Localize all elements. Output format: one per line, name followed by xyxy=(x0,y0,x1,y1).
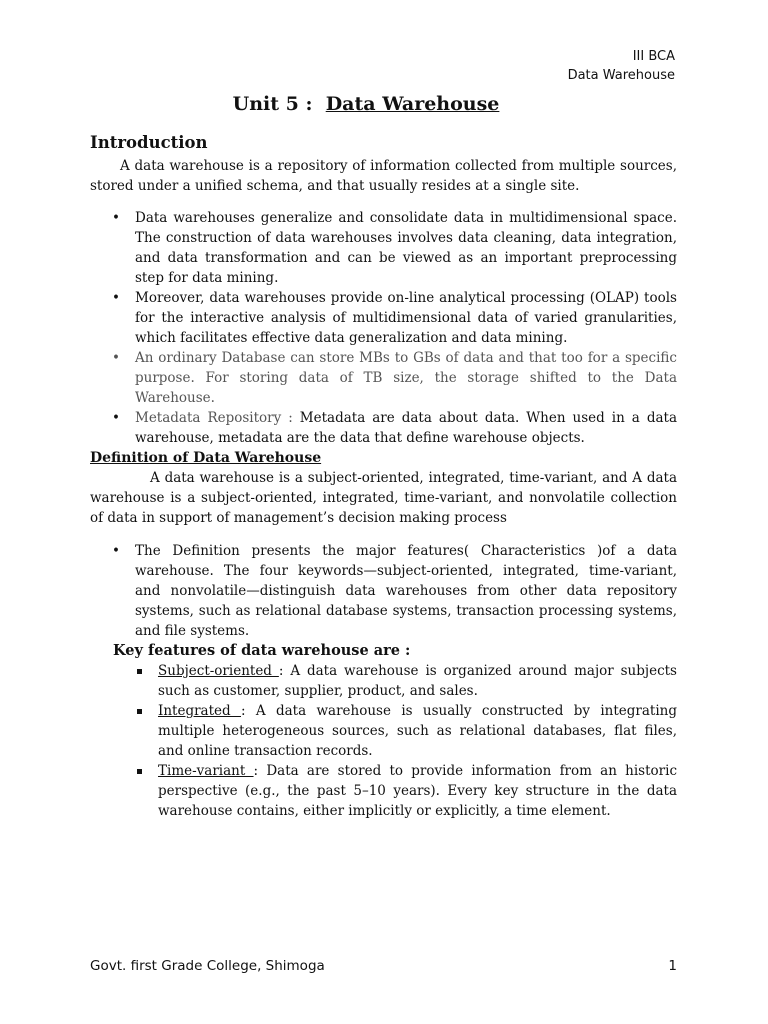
list-item: • Data warehouses generalize and consolidate data in multidimensional space. The construction of data warehouses involves data cleaning, data integration, and data transformation and can be viewed as an important preprocessing step for data mining. xyxy=(90,208,677,288)
definition-heading: Definition of Data Warehouse xyxy=(90,450,322,466)
introduction-heading: Introduction xyxy=(90,133,208,152)
title-main: Data Warehouse xyxy=(325,93,500,115)
introduction-bullet-list xyxy=(90,208,677,448)
list-item: • An ordinary Database can store MBs to GBs of data and that too for a specific purpose. For storing data of TB size, the storage shifted to the Data Warehouse. xyxy=(90,348,677,408)
header-class: III BCA xyxy=(632,49,675,64)
feature-item xyxy=(90,701,677,761)
definition-bullet-list xyxy=(90,541,677,641)
feature-term: Integrated xyxy=(158,703,241,719)
introduction-paragraph: A data warehouse is a repository of information collected from multiple sources, stored under a unified schema, and that usually resides at a single site. xyxy=(90,158,677,194)
feature-term: Subject-oriented xyxy=(158,663,279,679)
feature-item xyxy=(90,661,677,701)
feature-text: : A data warehouse is organized around major subjects such as customer, supplier, product, and sales. xyxy=(158,663,677,699)
page-title xyxy=(0,93,732,115)
footer-page-number: 1 xyxy=(668,958,677,974)
key-features-heading: Key features of data warehouse are : xyxy=(113,642,411,659)
definition-paragraph: A data warehouse is a subject-oriented, integrated, time-variant, and A data warehouse is a subject-oriented, integrated, time-variant, and nonvolatile collection of data in support of management’s decision making process xyxy=(90,470,677,526)
page-header xyxy=(568,47,675,85)
header-subject: Data Warehouse xyxy=(567,68,675,83)
footer-college: Govt. first Grade College, Shimoga xyxy=(90,958,325,974)
metadata-text: Metadata are data about data. When used in a data warehouse, metadata are the data that define warehouse objects. xyxy=(135,410,677,446)
document-body xyxy=(90,130,677,821)
key-features-list xyxy=(90,661,677,821)
metadata-lead: Metadata Repository : xyxy=(135,410,300,426)
feature-text: : A data warehouse is usually constructed by integrating multiple heterogeneous sources, such as relational databases, flat files, and online transaction records. xyxy=(158,703,677,759)
feature-item xyxy=(90,761,677,821)
feature-text: : Data are stored to provide information from an historic perspective (e.g., the past 5–10 years). Every key structure in the data warehouse contains, either implicitly or explicitly, a time element. xyxy=(158,763,677,819)
feature-term: Time-variant xyxy=(158,763,254,779)
title-prefix: Unit 5 : xyxy=(232,93,326,115)
list-item: • Moreover, data warehouses provide on-line analytical processing (OLAP) tools for the interactive analysis of multidimensional data of varied granularities, which facilitates effective data generalization and data mining. xyxy=(90,288,677,348)
list-item: • The Definition presents the major features( Characteristics )of a data warehouse. The four keywords—subject-oriented, integrated, time-variant, and nonvolatile—distinguish data warehouses from other data repository systems, such as relational database systems, transaction processing systems, and file systems. xyxy=(90,541,677,641)
list-item-metadata xyxy=(90,408,677,448)
